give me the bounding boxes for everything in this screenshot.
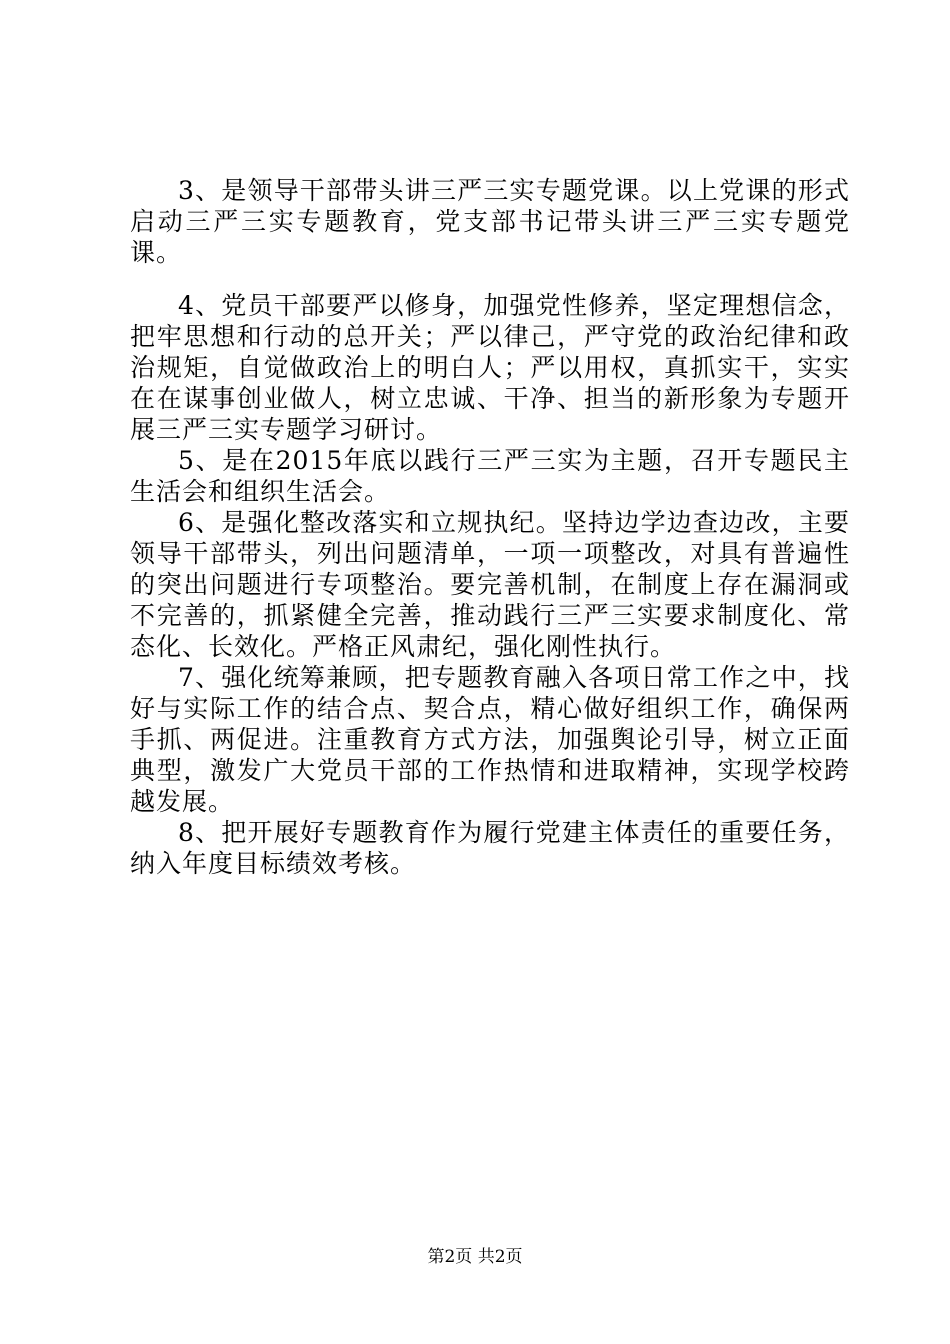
- paragraph-4: 4、党员干部要严以修身，加强党性修养，坚定理想信念，把牢思想和行动的总开关；严以律己，严守党的政治纪律和政治规矩，自觉做政治上的明白人；严以用权，真抓实干，实实在在谋事创业做人，树立忠诚、干净、担当的新形象为专题开展三严三实专题学习研讨。: [130, 291, 850, 444]
- paragraph-8: 8、把开展好专题教育作为履行党建主体责任的重要任务，纳入年度目标绩效考核。: [130, 818, 850, 878]
- document-body: [130, 175, 850, 879]
- paragraph-6: 6、是强化整改落实和立规执纪。坚持边学边查边改，主要领导干部带头，列出问题清单，一项一项整改，对具有普遍性的突出问题进行专项整治。要完善机制，在制度上存在漏洞或不完善的，抓紧健全完善，推动践行三严三实要求制度化、常态化、长效化。严格正风肃纪，强化刚性执行。: [130, 508, 850, 661]
- page-number-footer: 第2页 共2页: [427, 1247, 523, 1267]
- paragraph-3: 3、是领导干部带头讲三严三实专题党课。以上党课的形式启动三严三实专题教育，党支部书记带头讲三严三实专题党课。: [130, 176, 850, 267]
- paragraph-7: 7、强化统筹兼顾，把专题教育融入各项日常工作之中，找好与实际工作的结合点、契合点，精心做好组织工作，确保两手抓、两促进。注重教育方式方法，加强舆论引导，树立正面典型，激发广大党员干部的工作热情和进取精神，实现学校跨越发展。: [130, 663, 850, 816]
- paragraph-5: 5、是在2015年底以践行三严三实为主题，召开专题民主生活会和组织生活会。: [130, 446, 850, 506]
